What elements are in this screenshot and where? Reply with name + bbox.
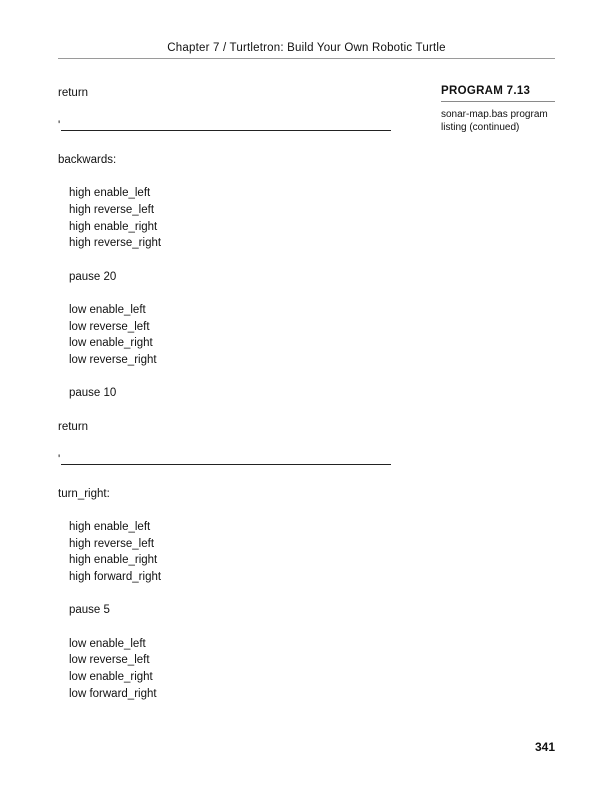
blank-line bbox=[58, 102, 398, 119]
code-line: low enable_right bbox=[69, 671, 153, 684]
code-line: high reverse_left bbox=[69, 537, 155, 550]
blank-line bbox=[58, 252, 398, 269]
program-label: PROGRAM 7.13 bbox=[441, 85, 555, 102]
blank-line bbox=[58, 619, 398, 636]
blank-line bbox=[58, 502, 398, 519]
code-line: low enable_right bbox=[69, 337, 153, 350]
code-line: backwards: bbox=[58, 153, 117, 166]
code-line: return bbox=[58, 420, 89, 433]
code-line: low enable_left bbox=[69, 303, 146, 316]
code-line: high enable_right bbox=[69, 220, 158, 233]
code-listing bbox=[58, 85, 398, 702]
program-caption: sonar-map.bas program listing (continued) bbox=[441, 109, 548, 133]
code-line: pause 5 bbox=[69, 604, 110, 617]
comment-separator bbox=[58, 452, 398, 469]
code-line: low reverse_right bbox=[69, 354, 157, 366]
blank-line bbox=[58, 369, 398, 386]
code-line: return bbox=[58, 87, 89, 99]
code-line: high enable_left bbox=[69, 187, 151, 200]
code-line: high reverse_right bbox=[69, 237, 162, 250]
running-head: Chapter 7 / Turtletron: Build Your Own Robotic Turtle bbox=[167, 42, 446, 54]
comment-tick: ' bbox=[58, 120, 61, 133]
comment-rule bbox=[61, 464, 391, 465]
page-number: 341 bbox=[534, 740, 555, 754]
code-line: high forward_right bbox=[69, 570, 162, 583]
blank-line bbox=[58, 168, 398, 185]
code-line: low enable_left bbox=[69, 637, 146, 650]
code-line: high reverse_left bbox=[69, 203, 155, 216]
header-rule bbox=[58, 58, 555, 59]
blank-line bbox=[58, 469, 398, 486]
code-line: pause 20 bbox=[69, 270, 117, 283]
comment-tick: ' bbox=[58, 454, 61, 467]
code-line: high enable_left bbox=[69, 520, 151, 533]
code-line: pause 10 bbox=[69, 387, 117, 400]
blank-line bbox=[58, 586, 398, 603]
blank-line bbox=[58, 402, 398, 419]
program-sidebar bbox=[441, 85, 555, 134]
blank-line bbox=[58, 135, 398, 152]
blank-line bbox=[58, 435, 398, 452]
code-line: low reverse_left bbox=[69, 654, 150, 667]
code-line: high enable_right bbox=[69, 554, 158, 567]
code-line: turn_right: bbox=[58, 487, 110, 500]
comment-rule bbox=[61, 130, 391, 131]
code-line: low reverse_left bbox=[69, 320, 150, 333]
comment-separator bbox=[58, 118, 398, 135]
blank-line bbox=[58, 285, 398, 302]
code-line: low forward_right bbox=[69, 687, 157, 700]
